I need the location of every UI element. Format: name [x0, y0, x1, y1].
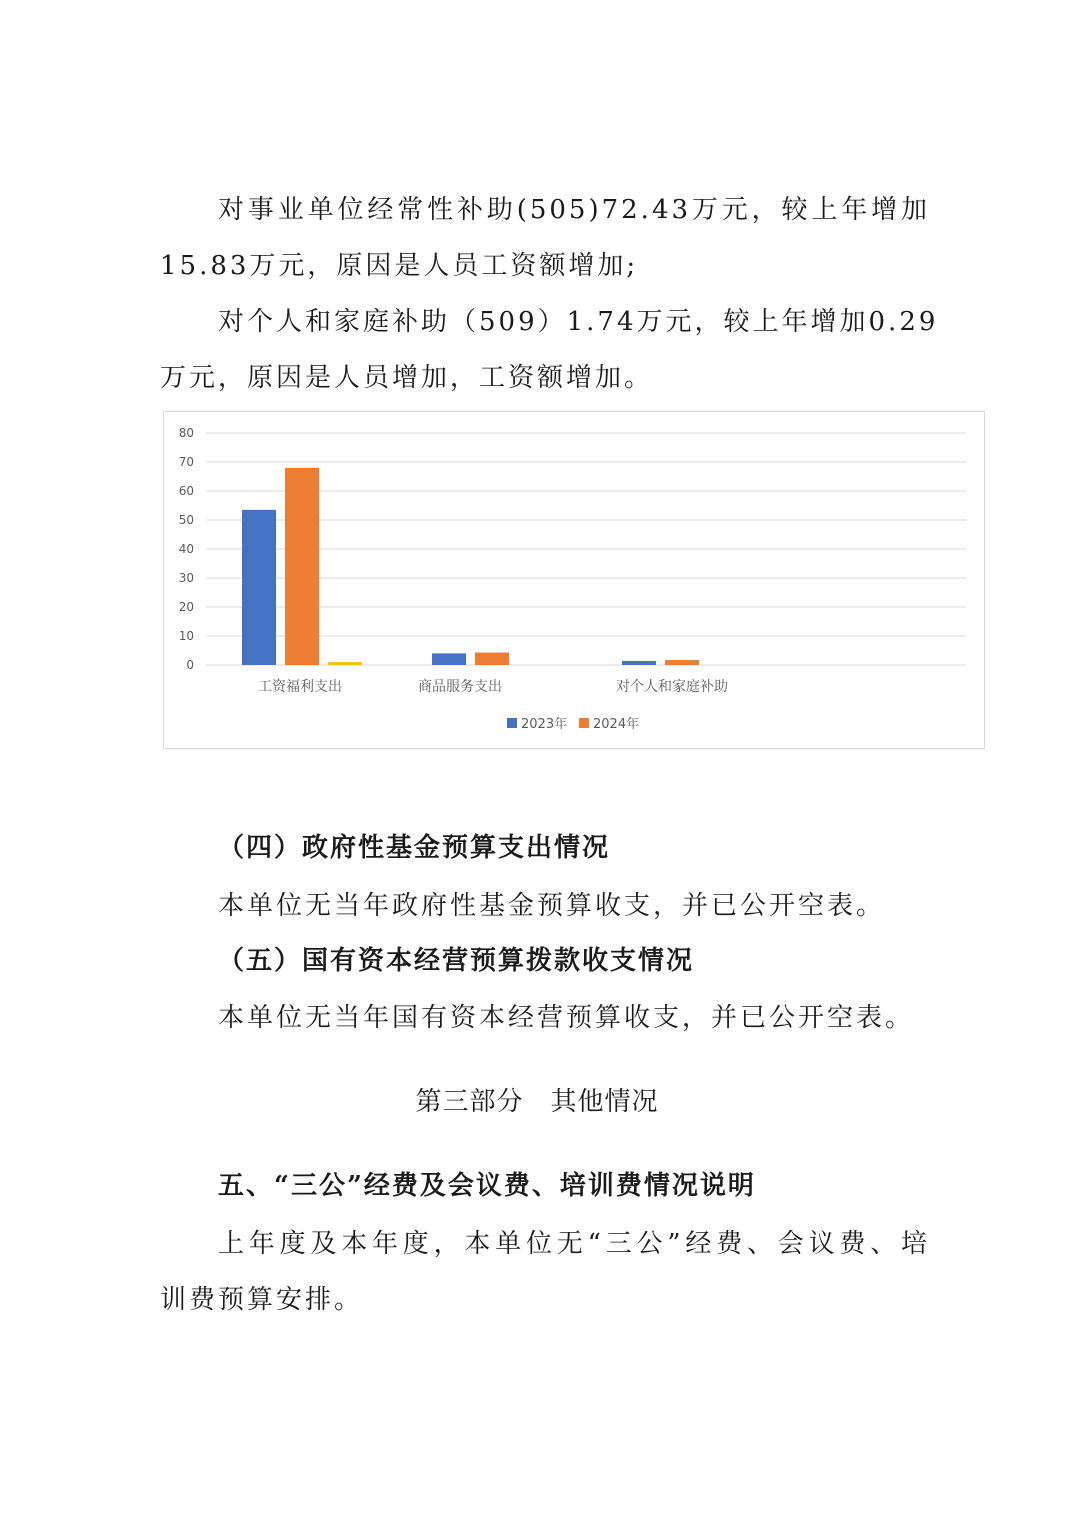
y-tick-label: 20 — [178, 600, 194, 614]
y-tick-label: 10 — [178, 629, 194, 643]
part-three-title: 第三部分 其他情况 — [415, 1087, 659, 1117]
bar-1-0 — [432, 653, 466, 665]
heading-state-capital: （五）国有资本经营预算拨款收支情况 — [218, 946, 695, 976]
text-government-fund: 本单位无当年政府性基金预算收支，并已公开空表。 — [218, 891, 886, 921]
y-tick-label: 30 — [178, 571, 194, 585]
y-tick-label: 50 — [178, 513, 194, 527]
paragraph-509-line1: 对个人和家庭补助（509）1.74万元，较上年增加0.29 — [218, 307, 939, 337]
text-state-capital: 本单位无当年国有资本经营预算收支，并已公开空表。 — [218, 1003, 915, 1033]
legend-label-0: 2023年 — [521, 717, 568, 732]
bar-1-1 — [475, 653, 509, 665]
bar-0-0 — [242, 510, 276, 665]
y-tick-label: 0 — [186, 658, 194, 672]
legend-swatch-0 — [507, 718, 517, 728]
text-three-public-line1: 上年度及本年度，本单位无“三公”经费、会议费、培 — [218, 1229, 930, 1259]
bar-2-1 — [665, 660, 699, 665]
expenditure-bar-chart — [163, 411, 985, 749]
chart-svg — [164, 412, 984, 748]
heading-government-fund: （四）政府性基金预算支出情况 — [218, 833, 611, 863]
x-category-label: 工资福利支出 — [258, 679, 342, 695]
text-three-public-line2: 训费预算安排。 — [160, 1285, 364, 1315]
paragraph-505-line1: 对事业单位经常性补助(505)72.43万元，较上年增加 — [218, 195, 930, 225]
x-category-label: 对个人和家庭补助 — [616, 679, 728, 695]
y-tick-label: 70 — [178, 455, 194, 469]
legend-label-1: 2024年 — [593, 717, 640, 732]
bar-0-1 — [285, 468, 319, 665]
x-category-label: 商品服务支出 — [418, 679, 502, 695]
bar-0-2 — [328, 662, 362, 665]
bar-2-0 — [622, 661, 656, 665]
y-tick-label: 80 — [178, 426, 194, 440]
paragraph-509-line2: 万元，原因是人员增加，工资额增加。 — [160, 363, 654, 393]
y-tick-label: 40 — [178, 542, 194, 556]
heading-three-public-expenses: 五、“三公”经费及会议费、培训费情况说明 — [218, 1171, 756, 1201]
legend-swatch-1 — [579, 718, 589, 728]
y-tick-label: 60 — [178, 484, 194, 498]
paragraph-505-line2: 15.83万元，原因是人员工资额增加; — [160, 251, 639, 281]
